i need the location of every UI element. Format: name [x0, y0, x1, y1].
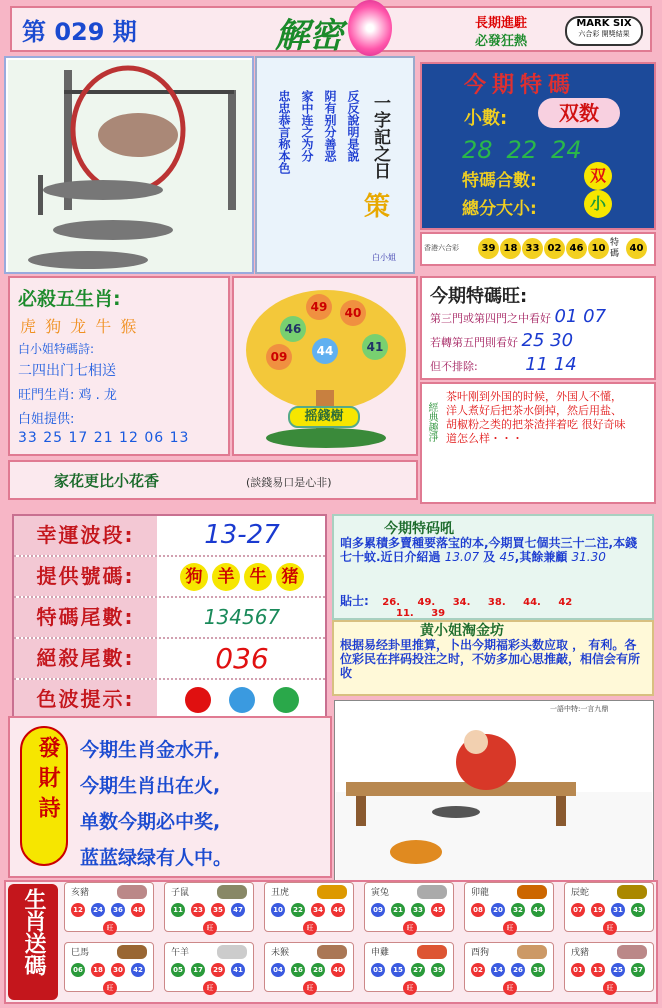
- zodiac-cell: [164, 942, 254, 992]
- zodiac-ball: 30: [111, 963, 125, 977]
- tree-ball: 40: [340, 300, 366, 326]
- tip-number: 49.: [417, 597, 436, 608]
- wang-line-3-value: 11 14: [525, 354, 577, 375]
- zodiac-ball: 32: [511, 903, 525, 917]
- fortune-line: 蓝蓝绿绿有人中。: [80, 847, 233, 869]
- zodiac-cell: [164, 882, 254, 932]
- goat-icon: [217, 945, 247, 959]
- tips-line: [340, 592, 646, 609]
- zodiac-ball: 44: [531, 903, 545, 917]
- rabbit-icon: [417, 885, 447, 899]
- tip-number: 11.: [396, 608, 414, 619]
- zodiac-ball: 20: [491, 903, 505, 917]
- zodiac-ball: 09: [371, 903, 385, 917]
- lottery-ball: 39: [478, 238, 499, 259]
- tip-number: 39: [431, 608, 446, 619]
- mark-six-badge: [565, 16, 643, 46]
- poem-columns: [262, 90, 362, 240]
- roar-text: [340, 536, 646, 564]
- zodiac-name: 亥豬: [71, 888, 90, 898]
- zodiac-name: 午羊: [171, 948, 190, 958]
- total-value: 小: [584, 190, 612, 218]
- zodiac-cell: [64, 942, 154, 992]
- wang-line-1: [430, 306, 606, 327]
- poem-column-1: 反反說明是説: [346, 90, 360, 162]
- zodiac-cell: [64, 882, 154, 932]
- zodiac-ball: 03: [371, 963, 385, 977]
- zodiac-ball: 19: [591, 903, 605, 917]
- win-badge: 旺: [403, 921, 417, 935]
- zodiac-ball: 40: [331, 963, 345, 977]
- lottery-ball: 02: [544, 238, 565, 259]
- special-ball-label: 特碼: [610, 238, 620, 259]
- five-animals: 虎 狗 龙 牛 猴: [20, 317, 139, 336]
- poem-line: 二四出门七相送: [18, 363, 116, 379]
- zodiac-ball: 01: [571, 963, 585, 977]
- roar-mid: 及: [483, 550, 496, 564]
- tiger-icon: [317, 885, 347, 899]
- zodiac-ball: 43: [631, 903, 645, 917]
- zodiac-ball: 11: [171, 903, 185, 917]
- horse-icon: [117, 945, 147, 959]
- lottery-ball: 10: [588, 238, 609, 259]
- tip-number: 26.: [382, 597, 401, 608]
- zodiac-ball: 36: [111, 903, 125, 917]
- rat-icon: [217, 885, 247, 899]
- story-text: 茶叶刚到外国的时候，外国人不懂，洋人煮好后把茶水倒掉，然后用盐、胡椒粉之类的把茶渣拌着吃 很好奇味道怎么样・・・: [446, 390, 626, 445]
- win-badge: 旺: [603, 921, 617, 935]
- zodiac-ball: 41: [231, 963, 245, 977]
- zodiac-cell: [564, 942, 654, 992]
- roar-num-a: 13.07: [444, 550, 480, 564]
- table-row-label: 提供號碼:: [14, 557, 157, 596]
- zodiac-cell: [464, 942, 554, 992]
- green-dot-icon: [273, 687, 299, 713]
- zodiac-ball: 29: [211, 963, 225, 977]
- fortune-badge-text: 發財詩: [35, 736, 60, 826]
- pig-icon: [617, 945, 647, 959]
- poem-key: 策: [364, 192, 391, 222]
- zodiac-ball: 47: [231, 903, 245, 917]
- red-dot-icon: [185, 687, 211, 713]
- zodiac-ball: 04: [271, 963, 285, 977]
- zodiac-cell: [264, 942, 354, 992]
- zodiac-name: 戌豬: [571, 948, 590, 958]
- zodiac-name: 酉狗: [471, 948, 490, 958]
- roar-body: 咱多累積多賣種要落宝的本,今期買七個共三十二注,本錢七十蚊.近日介紹過: [340, 536, 638, 564]
- zodiac-ball: 13: [591, 963, 605, 977]
- zodiac-ball: 27: [411, 963, 425, 977]
- zodiac-cell: [464, 882, 554, 932]
- win-badge: 旺: [103, 981, 117, 995]
- win-badge: 旺: [203, 981, 217, 995]
- tip-number: 44.: [523, 597, 541, 608]
- fortune-line: 今期生肖金水开,: [80, 739, 221, 761]
- info-table: [12, 514, 327, 720]
- animal-badge: 牛: [244, 563, 272, 591]
- animals-value: [159, 557, 325, 596]
- zodiac-ball: 17: [191, 963, 205, 977]
- zodiac-cell: [264, 882, 354, 932]
- tail-value: 134567: [203, 605, 281, 629]
- lottery-balls: [478, 238, 609, 259]
- picture-caption: 一語中特:一言九鼎: [550, 705, 609, 713]
- poem-title: 一字記之日: [370, 94, 390, 179]
- wang-line-3: [430, 354, 577, 375]
- table-row-label: 絕殺尾數:: [14, 639, 157, 678]
- wang-line-2-label: 若轉第五門則看好: [430, 336, 518, 349]
- zodiac-cell: [364, 942, 454, 992]
- win-badge: 旺: [303, 921, 317, 935]
- total-label: 總分大小:: [462, 199, 537, 219]
- special-number: 24: [551, 136, 582, 164]
- sum-label: 特碼合數:: [462, 171, 537, 191]
- zodiac-ball: 38: [531, 963, 545, 977]
- zodiac-side-text: 生肖送碼: [21, 888, 46, 976]
- zodiac-name: 申雞: [371, 948, 390, 958]
- lottery-label: 香港六合彩: [424, 244, 459, 252]
- wang-value: 鸡 . 龙: [78, 388, 117, 403]
- zodiac-ball: 07: [571, 903, 585, 917]
- snake-icon: [617, 885, 647, 899]
- poem-title-label: 白小姐特碼詩:: [18, 342, 95, 356]
- poem-credit: 白小姐: [372, 253, 396, 262]
- dragon-icon: [517, 885, 547, 899]
- wang-line-2-value: 25 30: [521, 330, 574, 351]
- table-row: [14, 680, 325, 721]
- animal-badge: 羊: [212, 563, 240, 591]
- tips-label: 貼士:: [340, 594, 369, 608]
- zodiac-ball: 35: [211, 903, 225, 917]
- special-number: 28: [462, 136, 493, 164]
- small-value-badge: 双数: [538, 98, 620, 128]
- zodiac-name: 寅兔: [371, 888, 390, 898]
- wang-line-3-label: 但不排除:: [430, 360, 478, 373]
- zodiac-ball: 06: [71, 963, 85, 977]
- zodiac-ball: 33: [411, 903, 425, 917]
- zodiac-ball: 37: [631, 963, 645, 977]
- poem-column-3: 家中连之为分: [300, 90, 314, 162]
- small-label: 小數:: [464, 108, 508, 129]
- zodiac-ball: 21: [391, 903, 405, 917]
- tip-number: 42: [558, 597, 573, 608]
- slogan-2: 必發狂熱: [475, 34, 528, 49]
- tree-ball: 46: [280, 316, 306, 342]
- zodiac-name: 卯龍: [471, 888, 490, 898]
- zodiac-ball: 45: [431, 903, 445, 917]
- zodiac-grid: [64, 882, 656, 1002]
- mark-six-sub: 六合彩 開獎結果: [578, 30, 630, 38]
- win-badge: 旺: [203, 921, 217, 935]
- table-row: [14, 557, 325, 598]
- color-dots: [159, 680, 325, 719]
- wang-label: [18, 384, 117, 403]
- tip-label: 白姐提供:: [18, 412, 75, 427]
- wang-line-1-value: 01 07: [554, 306, 607, 327]
- win-badge: 旺: [603, 981, 617, 995]
- monkey-icon: [317, 945, 347, 959]
- sum-value: 双: [584, 162, 612, 190]
- zodiac-ball: 48: [131, 903, 145, 917]
- zodiac-ball: 31: [611, 903, 625, 917]
- special-title: 今期特碼: [464, 73, 577, 98]
- roar-title: 今期特码吼: [384, 521, 454, 537]
- pig-hoop-cartoon: [8, 60, 252, 272]
- tree-label: 摇錢樹: [288, 406, 360, 428]
- blue-dot-icon: [229, 687, 255, 713]
- zodiac-ball: 10: [271, 903, 285, 917]
- win-badge: 旺: [103, 921, 117, 935]
- issue-label: 第 029 期: [22, 18, 137, 46]
- ribbon-logo-icon: [348, 0, 392, 56]
- zodiac-ball: 42: [131, 963, 145, 977]
- special-number: 22: [506, 136, 538, 164]
- mark-six-title: MARK SIX: [576, 18, 632, 29]
- animal-badge: 狗: [180, 563, 208, 591]
- table-row: [14, 639, 325, 680]
- zodiac-ball: 14: [491, 963, 505, 977]
- pig-icon: [117, 885, 147, 899]
- gold-text: 根据易经卦里推算，卜出今期福彩头数应取 ， 有利。各位彩民在拌码投注之时，不妨多加心思推敲，相信会有所收: [340, 638, 641, 680]
- zodiac-ball: 15: [391, 963, 405, 977]
- dog-icon: [517, 945, 547, 959]
- page-title: 解密: [275, 16, 343, 56]
- zodiac-cell: [564, 882, 654, 932]
- table-row-label: 幸運波段:: [14, 516, 157, 555]
- table-row-label: 色波提示:: [14, 680, 157, 719]
- fortune-lines: [80, 732, 328, 876]
- tip-number: 34.: [452, 597, 471, 608]
- zodiac-ball: 39: [431, 963, 445, 977]
- table-row: [14, 516, 325, 557]
- zodiac-cell: [364, 882, 454, 932]
- zodiac-name: 丑虎: [271, 888, 290, 898]
- animal-badge: 猪: [276, 563, 304, 591]
- lottery-ball: 18: [500, 238, 521, 259]
- tip-numbers: 33 25 17 21 12 06 13: [18, 430, 190, 446]
- ribbon-left: 家花更比小花香: [54, 472, 160, 490]
- roar-num-b: 45: [499, 550, 515, 564]
- slogan-1: 長期進駐: [475, 16, 528, 31]
- ribbon-right: (談錢易口是心非): [246, 476, 332, 489]
- lady-cat-illustration: [336, 712, 652, 882]
- zodiac-ball: 08: [471, 903, 485, 917]
- roar-end: ,其餘兼顧: [514, 550, 568, 564]
- wang-line-1-label: 第三門或第四門之中看好: [430, 312, 551, 325]
- zodiac-name: 辰蛇: [571, 888, 590, 898]
- special-ball: 40: [626, 238, 647, 259]
- zodiac-ball: 22: [291, 903, 305, 917]
- wang-title: 今期特碼旺:: [430, 286, 528, 307]
- rooster-icon: [417, 945, 447, 959]
- zodiac-ball: 34: [311, 903, 325, 917]
- lottery-ball: 46: [566, 238, 587, 259]
- lucky-band-value: 13-27: [204, 520, 280, 550]
- zodiac-ball: 24: [91, 903, 105, 917]
- zodiac-ball: 05: [171, 963, 185, 977]
- win-badge: 旺: [303, 981, 317, 995]
- zodiac-ball: 23: [191, 903, 205, 917]
- zodiac-ball: 26: [511, 963, 525, 977]
- tree-ball: 41: [362, 334, 388, 360]
- tips-line-2: [396, 608, 445, 619]
- wang-line-2: [430, 330, 573, 351]
- zodiac-name: 未猴: [271, 948, 290, 958]
- wang-label-text: 旺門生肖:: [18, 388, 75, 403]
- kill-tail-value: 036: [215, 642, 269, 675]
- zodiac-ball: 12: [71, 903, 85, 917]
- fortune-line: 单数今期必中奖,: [80, 811, 221, 833]
- table-row-label: 特碼尾數:: [14, 598, 157, 637]
- zodiac-name: 巳馬: [71, 948, 90, 958]
- tree-ball: 09: [266, 344, 292, 370]
- special-numbers: [462, 136, 622, 164]
- story-side: 經典趣淨: [426, 402, 437, 442]
- zodiac-ball: 02: [471, 963, 485, 977]
- zodiac-ball: 46: [331, 903, 345, 917]
- tree-ball: 49: [306, 294, 332, 320]
- tree-ball: 44: [312, 338, 338, 364]
- zodiac-ball: 16: [291, 963, 305, 977]
- roar-num-c: 31.30: [571, 550, 606, 564]
- gold-title: 黄小姐淘金坊: [420, 623, 504, 639]
- lottery-ball: 33: [522, 238, 543, 259]
- zodiac-name: 子鼠: [171, 888, 190, 898]
- poem-column-2: 阴有别分善恶: [323, 90, 337, 162]
- win-badge: 旺: [503, 981, 517, 995]
- fortune-line: 今期生肖出在火,: [80, 775, 221, 797]
- win-badge: 旺: [403, 981, 417, 995]
- zodiac-ball: 25: [611, 963, 625, 977]
- poem-column-4: 忠忠恭言称本色: [277, 90, 291, 174]
- win-badge: 旺: [503, 921, 517, 935]
- zodiac-ball: 28: [311, 963, 325, 977]
- tip-number: 38.: [487, 597, 506, 608]
- zodiac-ball: 18: [91, 963, 105, 977]
- five-title: 必殺五生肖:: [18, 288, 121, 310]
- table-row: [14, 598, 325, 639]
